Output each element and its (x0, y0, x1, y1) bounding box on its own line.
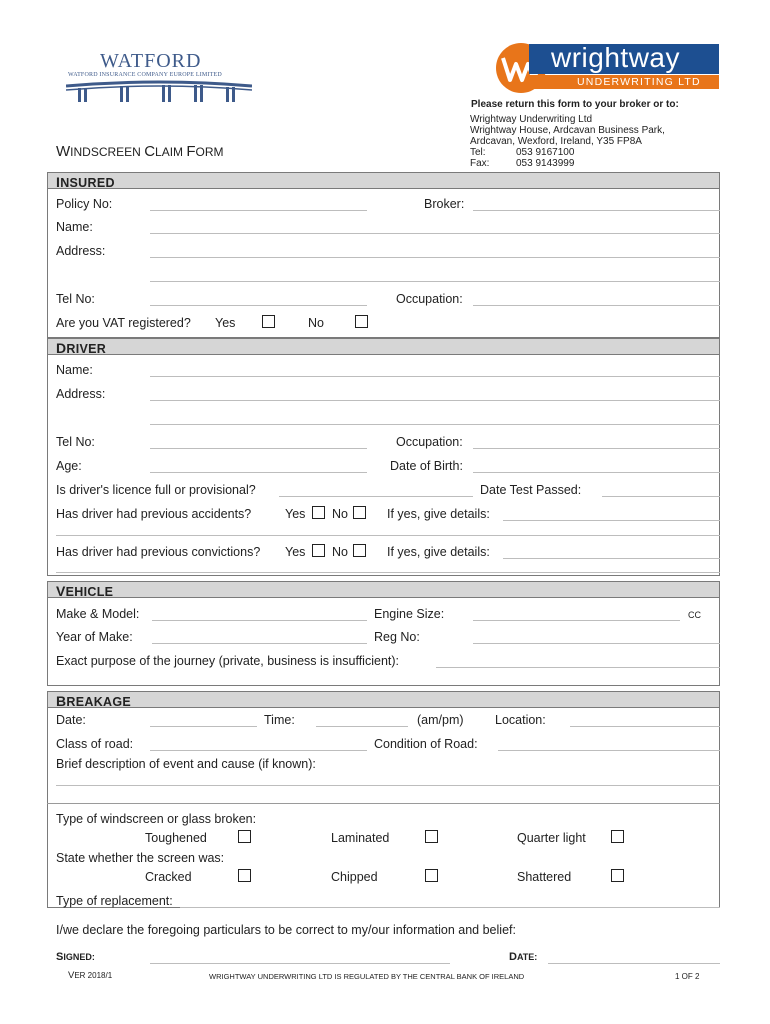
quarter-light-label: Quarter light (517, 831, 586, 845)
engine-size-label: Engine Size: (374, 607, 445, 621)
ampm-label: (am/pm) (417, 713, 464, 727)
return-line-1: Wrightway Underwriting Ltd (470, 114, 593, 125)
date-sig-label: DATE: (509, 951, 538, 963)
policy-no-label: Policy No: (56, 197, 113, 211)
convictions-details-field-1[interactable] (503, 558, 720, 559)
replacement-label: Type of replacement: (56, 894, 173, 908)
convictions-no-label: No (332, 545, 348, 559)
purpose-field[interactable] (436, 667, 720, 668)
vat-yes-checkbox[interactable] (262, 315, 275, 328)
accidents-yes-checkbox[interactable] (312, 506, 325, 519)
insured-occupation-label: Occupation: (396, 292, 463, 306)
watford-name: WATFORD (100, 50, 202, 72)
accidents-no-checkbox[interactable] (353, 506, 366, 519)
tel-label: Tel: (470, 147, 486, 158)
driver-occupation-field[interactable] (473, 448, 720, 449)
broker-label: Broker: (424, 197, 465, 211)
accidents-details-label: If yes, give details: (387, 507, 490, 521)
road-class-label: Class of road: (56, 737, 134, 751)
chipped-checkbox[interactable] (425, 869, 438, 882)
shattered-label: Shattered (517, 870, 572, 884)
road-condition-field[interactable] (498, 750, 720, 751)
replacement-field[interactable] (180, 907, 720, 908)
accidents-question: Has driver had previous accidents? (56, 507, 252, 521)
driver-name-field[interactable] (150, 376, 720, 377)
description-label: Brief description of event and cause (if known): (56, 757, 316, 771)
driver-address-label: Address: (56, 387, 106, 401)
toughened-checkbox[interactable] (238, 830, 251, 843)
road-condition-label: Condition of Road: (374, 737, 478, 751)
return-heading: Please return this form to your broker or to: (471, 99, 679, 110)
breakage-date-field[interactable] (150, 726, 257, 727)
driver-name-label: Name: (56, 363, 93, 377)
date-sig-field[interactable] (548, 963, 720, 964)
insured-address-label: Address: (56, 244, 106, 258)
convictions-question: Has driver had previous convictions? (56, 545, 261, 559)
page-number: 1 OF 2 (675, 972, 700, 981)
glass-type-label: Type of windscreen or glass broken: (56, 812, 257, 826)
return-line-3: Ardcavan, Wexford, Ireland, Y35 FP8A (470, 136, 642, 147)
purpose-label: Exact purpose of the journey (private, business is insufficient): (56, 654, 399, 668)
signature-field[interactable] (150, 963, 450, 964)
vat-no-checkbox[interactable] (355, 315, 368, 328)
wrightway-logo (495, 42, 719, 94)
tel-value: 053 9167100 (516, 147, 575, 158)
chipped-label: Chipped (331, 870, 378, 884)
accidents-details-field-1[interactable] (503, 520, 720, 521)
insured-tel-field[interactable] (150, 305, 367, 306)
accidents-yes-label: Yes (285, 507, 306, 521)
driver-occupation-label: Occupation: (396, 435, 463, 449)
description-field-1[interactable] (56, 785, 720, 786)
version-text: VER 2018/1 (68, 970, 113, 981)
driver-address-field-1[interactable] (150, 400, 720, 401)
driver-tel-field[interactable] (150, 448, 367, 449)
laminated-checkbox[interactable] (425, 830, 438, 843)
wrightway-name: wrightway (551, 42, 680, 73)
accidents-details-field-2[interactable] (56, 535, 720, 536)
road-class-field[interactable] (150, 750, 367, 751)
licence-question: Is driver's licence full or provisional? (56, 483, 256, 497)
vat-question: Are you VAT registered? (56, 316, 191, 330)
laminated-label: Laminated (331, 831, 390, 845)
breakage-time-label: Time: (264, 713, 295, 727)
driver-header: DRIVER (47, 338, 720, 355)
quarter-light-checkbox[interactable] (611, 830, 624, 843)
cc-label: CC (688, 610, 701, 620)
insured-occupation-field[interactable] (473, 305, 720, 306)
signed-label: SIGNED: (56, 951, 95, 963)
reg-no-label: Reg No: (374, 630, 420, 644)
convictions-yes-label: Yes (285, 545, 306, 559)
regulated-text: WRIGHTWAY UNDERWRITING LTD IS REGULATED BY THE CENTRAL BANK OF IRELAND (209, 972, 525, 981)
accidents-no-label: No (332, 507, 348, 521)
insured-header: INSURED (47, 172, 720, 189)
declaration-text: I/we declare the foregoing particulars to be correct to my/our information and belief: (56, 923, 516, 937)
driver-dob-label: Date of Birth: (390, 459, 463, 473)
vat-yes-label: Yes (215, 316, 236, 330)
policy-no-field[interactable] (150, 210, 367, 211)
form-title: WINDSCREEN CLAIM FORM (56, 143, 224, 160)
fax-value: 053 9143999 (516, 158, 575, 169)
breakage-header: BREAKAGE (47, 691, 720, 708)
year-of-make-field[interactable] (152, 643, 367, 644)
vat-no-label: No (308, 316, 324, 330)
driver-age-label: Age: (56, 459, 82, 473)
year-of-make-label: Year of Make: (56, 630, 133, 644)
date-test-label: Date Test Passed: (480, 483, 582, 497)
convictions-yes-checkbox[interactable] (312, 544, 325, 557)
licence-field[interactable] (279, 496, 473, 497)
driver-dob-field[interactable] (473, 472, 720, 473)
vehicle-header: VEHICLE (47, 581, 720, 598)
insured-name-label: Name: (56, 220, 93, 234)
location-field[interactable] (570, 726, 720, 727)
driver-address-field-2[interactable] (150, 424, 720, 425)
breakage-time-field[interactable] (316, 726, 408, 727)
cracked-checkbox[interactable] (238, 869, 251, 882)
make-model-field[interactable] (152, 620, 367, 621)
wrightway-sub: UNDERWRITING LTD (577, 76, 701, 88)
breakage-date-label: Date: (56, 713, 86, 727)
insured-name-field[interactable] (150, 233, 720, 234)
driver-age-field[interactable] (150, 472, 367, 473)
insured-address-field-1[interactable] (150, 257, 720, 258)
driver-frame (47, 355, 720, 576)
watford-logo (62, 50, 257, 106)
convictions-details-field-2[interactable] (56, 572, 720, 573)
convictions-no-checkbox[interactable] (353, 544, 366, 557)
engine-size-field[interactable] (473, 620, 680, 621)
driver-tel-label: Tel No: (56, 435, 95, 449)
toughened-label: Toughened (145, 831, 207, 845)
location-label: Location: (495, 713, 546, 727)
make-model-label: Make & Model: (56, 607, 140, 621)
shattered-checkbox[interactable] (611, 869, 624, 882)
cracked-label: Cracked (145, 870, 192, 884)
insured-address-field-2[interactable] (150, 281, 720, 282)
return-line-2: Wrightway House, Ardcavan Business Park, (470, 125, 665, 136)
broker-field[interactable] (473, 210, 720, 211)
convictions-details-label: If yes, give details: (387, 545, 490, 559)
breakage-divider (47, 803, 720, 804)
bridge-icon (66, 80, 252, 104)
reg-no-field[interactable] (473, 643, 720, 644)
screen-state-label: State whether the screen was: (56, 851, 225, 865)
watford-sub: WATFORD INSURANCE COMPANY EUROPE LIMITED (68, 72, 222, 78)
insured-tel-label: Tel No: (56, 292, 95, 306)
fax-label: Fax: (470, 158, 490, 169)
date-test-field[interactable] (602, 496, 720, 497)
